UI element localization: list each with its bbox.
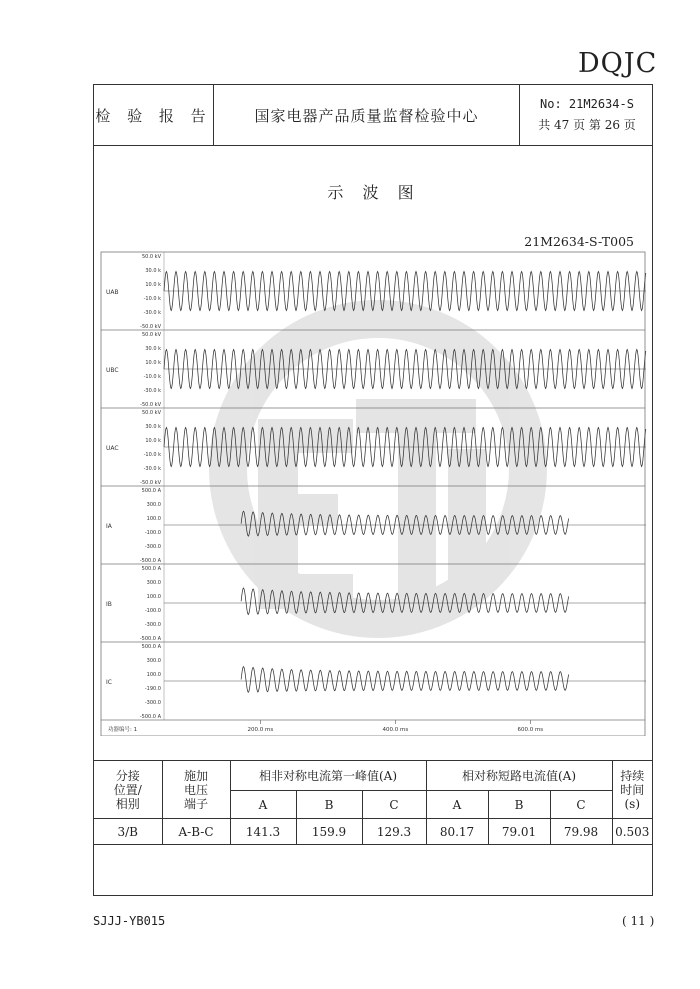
report-type: 检 验 报 告 [94,85,214,145]
phase-label: C [550,791,612,819]
scale-label: 10.0 k [145,438,161,444]
scale-label: 30.0 k [145,268,161,274]
oscillogram [98,249,648,736]
scale-label: -190.0 [144,686,161,692]
report-info [520,85,654,145]
scale-label: -300.0 [144,622,161,628]
phase-label: A [230,791,296,819]
corner-mark: DQJC [578,48,658,79]
scale-label: 10.0 k [145,282,161,288]
scale-label: 300.0 [146,502,161,508]
channel-name: UAC [106,445,119,452]
scale-label: -100.0 [144,608,161,614]
scale-label: -300.0 [144,544,161,550]
cell-duration: 0.503 [612,819,652,845]
cell-asym-c: 129.3 [362,819,426,845]
cell-tap: 3/B [94,819,162,845]
scale-label: 300.0 [146,580,161,586]
scale-label: -30.0 k [143,388,161,394]
scale-label: -500.0 A [139,558,161,564]
cell-sym-a: 80.17 [426,819,488,845]
scale-label: -300.0 [144,700,161,706]
header-sym-current: 相对称短路电流值(A) [426,761,612,791]
scale-label: -10.0 k [143,452,161,458]
header-voltage: 施加 电压 端子 [162,761,230,819]
scale-label: 500.0 A [141,644,161,650]
header-asym-peak: 相非对称电流第一峰值(A) [230,761,426,791]
time-tick-label: 400.0 ms [382,727,409,733]
figure-code: 21M2634-S-T005 [524,234,634,249]
scale-label: 30.0 k [145,346,161,352]
page-count: 共 47 页 第 26 页 [538,118,636,132]
cell-sym-c: 79.98 [550,819,612,845]
watermark-logo [228,319,528,619]
scale-label: 500.0 A [141,566,161,572]
scale-label: 100.0 [146,516,161,522]
cell-voltage: A-B-C [162,819,230,845]
scale-label: -30.0 k [143,466,161,472]
organization-name: 国家电器产品质量监督检验中心 [214,85,520,145]
cell-asym-a: 141.3 [230,819,296,845]
scale-label: -10.0 k [143,374,161,380]
scale-label: 100.0 [146,594,161,600]
scale-label: -50.0 kV [140,324,161,330]
page-title: 示 波 图 [327,183,421,202]
scale-label: 100.0 [146,672,161,678]
scale-label: -500.0 A [139,714,161,720]
scale-label: 50.0 kV [141,332,161,338]
channel-name: IB [106,601,112,608]
header-tap: 分接 位置/ 相别 [94,761,162,819]
scale-label: -500.0 A [139,636,161,642]
record-label: 功器编号: 1 [108,727,138,733]
cell-asym-b: 159.9 [296,819,362,845]
channel-name: UAB [106,289,119,296]
time-tick-label: 200.0 ms [247,727,274,733]
results-table [94,760,652,845]
scale-label: -30.0 k [143,310,161,316]
scale-label: 50.0 kV [141,254,161,260]
channel-name: UBC [106,367,119,374]
cell-sym-b: 79.01 [488,819,550,845]
scale-label: -100.0 [144,530,161,536]
scale-label: 300.0 [146,658,161,664]
scale-label: 30.0 k [145,424,161,430]
scale-label: 10.0 k [145,360,161,366]
report-number: No: 21M2634-S [540,97,634,111]
form-number: SJJJ-YB015 [93,914,166,928]
scale-label: -50.0 kV [140,480,161,486]
time-tick-label: 600.0 ms [517,727,544,733]
channel-name: IA [106,523,112,530]
scale-label: 50.0 kV [141,410,161,416]
header-duration: 持续 时间 (s) [612,761,652,819]
header-divider [94,145,652,146]
page-mark: ( 11 ) [622,914,655,928]
phase-label: B [488,791,550,819]
scale-label: -50.0 kV [140,402,161,408]
waveform-trace [241,667,569,693]
report-frame [93,84,653,896]
phase-label: B [296,791,362,819]
scale-label: -10.0 k [143,296,161,302]
scale-label: 500.0 A [141,488,161,494]
phase-label: A [426,791,488,819]
channel-name: IC [106,679,112,686]
phase-label: C [362,791,426,819]
